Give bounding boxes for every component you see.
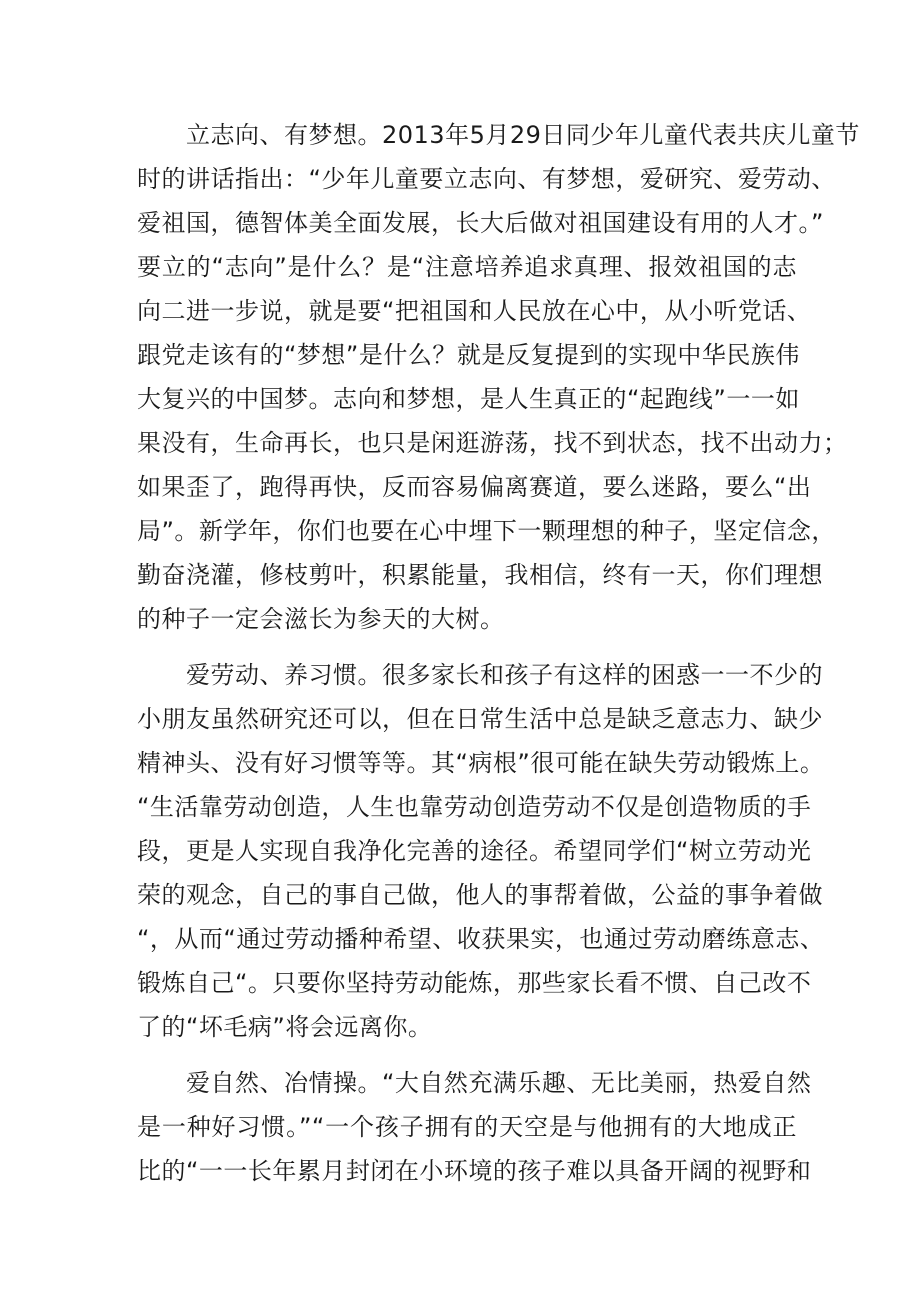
text-line: 了的“坏毛病”将会远离你。: [137, 1013, 433, 1041]
text-line: 荣的观念，自己的事自己做，他人的事帮着做，公益的事争着做: [137, 881, 823, 909]
text-line: 果没有，生命再长，也只是闲逛游荡，找不到状态，找不出动力；: [137, 429, 848, 457]
text-line: 段，更是人实现自我净化完善的途径。希望同学们“树立劳动光: [137, 837, 812, 865]
text-line: 小朋友虽然研究还可以，但在日常生活中总是缺乏意志力、缺少: [137, 705, 823, 733]
text-line: 锻炼自己“。只要你坚持劳动能炼，那些家长看不惯、自己改不: [137, 969, 812, 997]
text-line: 勤奋浇灌，修枝剪叶，积累能量，我相信，终有一天，你们理想: [137, 561, 823, 589]
text-line: 如果歪了，跑得再快，反而容易偏离赛道，要么迷路，要么“出: [137, 473, 812, 501]
text-line: 大复兴的中国梦。志向和梦想，是人生真正的“起跑线”一一如: [137, 385, 800, 413]
text-line: 爱劳动、养习惯。很多家长和孩子有这样的困惑一一不少的: [186, 661, 823, 689]
text-line: “生活靠劳动创造，人生也靠劳动创造劳动不仅是创造物质的手: [137, 793, 812, 821]
text-line: 局”。新学年，你们也要在心中埋下一颗理想的种子，坚定信念，: [137, 517, 836, 545]
text-line: 精神头、没有好习惯等等。其“病根”很可能在缺失劳动锻炼上。: [137, 749, 825, 777]
text-line: 向二进一步说，就是要“把祖国和人民放在心中，从小听党话、: [137, 297, 812, 325]
text-line: 要立的“志向”是什么？是“注意培养追求真理、报效祖国的志: [137, 253, 797, 281]
text-line: “，从而“通过劳动播种希望、收获果实，也通过劳动磨练意志、: [137, 925, 825, 953]
text-line: 爱祖国，德智体美全面发展，长大后做对祖国建设有用的人才。”: [137, 209, 824, 237]
text-line: 爱自然、冶情操。“大自然充满乐趣、无比美丽，热爱自然: [186, 1069, 812, 1097]
text-line: 的种子一定会滋长为参天的大树。: [137, 605, 505, 633]
text-line: 比的“一一长年累月封闭在小环境的孩子难以具备开阔的视野和: [137, 1157, 812, 1185]
text-line: 时的讲话指出：“少年儿童要立志向、有梦想，爱研究、爱劳动、: [137, 165, 836, 193]
text-line: 是一种好习惯。”“一个孩子拥有的天空是与他拥有的大地成正: [137, 1113, 797, 1141]
text-line: 立志向、有梦想。2013年5月29日同少年儿童代表共庆儿童节: [186, 121, 860, 149]
text-line: 跟党走该有的“梦想”是什么？就是反复提到的实现中华民族伟: [137, 341, 800, 369]
